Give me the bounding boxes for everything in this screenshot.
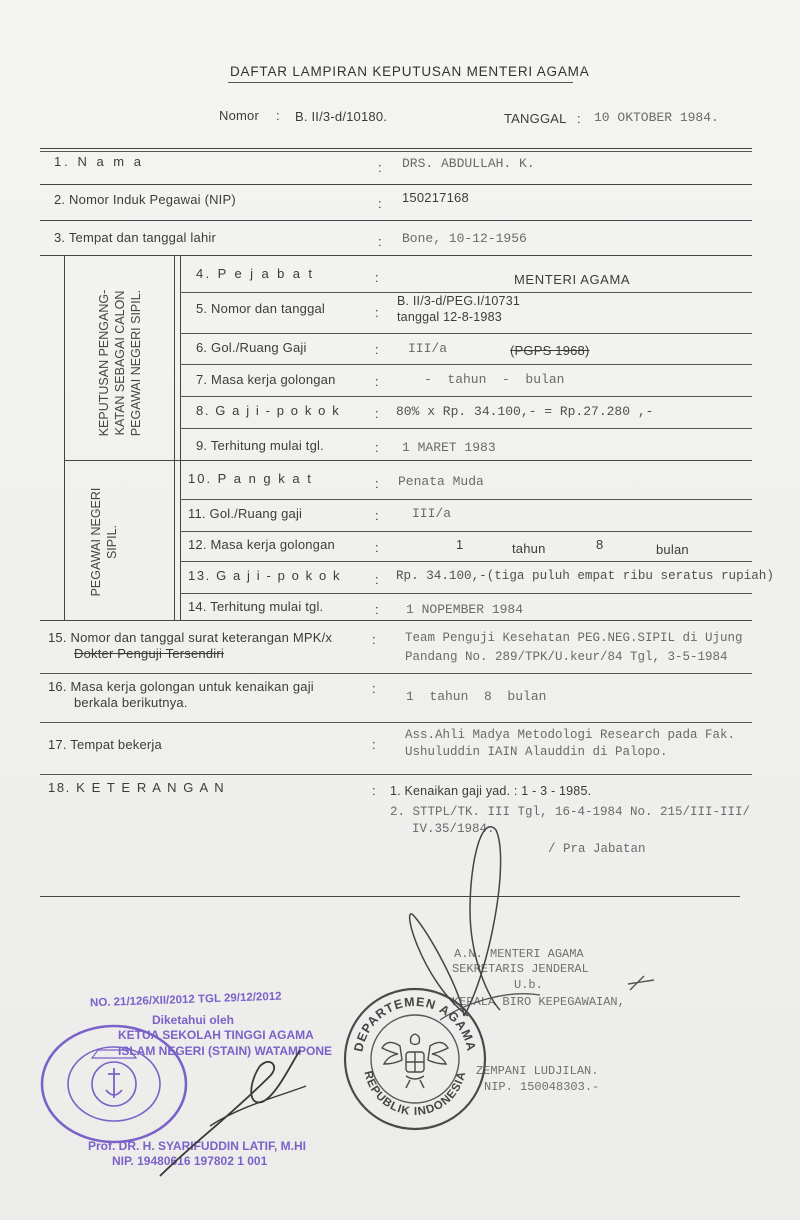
rule bbox=[180, 333, 752, 334]
signature-line-2: SEKRETARIS JENDERAL bbox=[452, 962, 589, 976]
keterangan-1: 1. Kenaikan gaji yad. : 1 - 3 - 1985. bbox=[390, 784, 592, 798]
field-label-nomor-tanggal: 5. Nomor dan tanggal bbox=[196, 301, 326, 316]
rule bbox=[40, 151, 752, 152]
colon: : bbox=[375, 406, 379, 421]
rule bbox=[40, 184, 752, 185]
legalization-nip: NIP. 19480616 197802 1 001 bbox=[112, 1154, 268, 1168]
colon: : bbox=[375, 602, 379, 617]
field-value-nomor: B. II/3-d/PEG.I/10731 bbox=[397, 294, 521, 308]
field-value-tempat-1: Ass.Ahli Madya Metodologi Research pada Fak. bbox=[405, 728, 736, 742]
rule bbox=[180, 292, 752, 293]
colon: : bbox=[375, 476, 379, 491]
colon: : bbox=[577, 111, 581, 126]
field-label-masa-kerja-pns: 12. Masa kerja golongan bbox=[188, 537, 335, 552]
colon: : bbox=[375, 305, 379, 320]
field-value-kenaikan: 1 tahun 8 bulan bbox=[406, 689, 547, 704]
nomor-label: Nomor bbox=[219, 108, 260, 123]
nomor-value: B. II/3-d/10180. bbox=[295, 109, 388, 124]
keterangan-2: 2. STTPL/TK. III Tgl, 16-4-1984 No. 215/III-III/ bbox=[390, 805, 751, 819]
section-border-left bbox=[64, 255, 65, 620]
field-value-tempat-2: Ushuluddin IAIN Alauddin di Palopo. bbox=[405, 745, 668, 759]
field-value-tahun-label: tahun bbox=[512, 541, 546, 556]
field-label-terhitung: 9. Terhitung mulai tgl. bbox=[196, 438, 324, 453]
colon: : bbox=[378, 234, 382, 249]
field-value-masa-kerja: - tahun - bulan bbox=[424, 372, 565, 387]
field-label-gaji-pokok-pns: 13. G a j i - p o k o k bbox=[188, 568, 342, 583]
rule bbox=[180, 561, 752, 562]
field-value-bulan: 8 bbox=[596, 537, 604, 552]
colon: : bbox=[375, 374, 379, 389]
rule bbox=[180, 364, 752, 365]
rule bbox=[180, 531, 752, 532]
field-label-masa-kerja: 7. Masa kerja golongan bbox=[196, 372, 336, 387]
anchor-icon bbox=[106, 1068, 122, 1098]
legalization-signature-scrawl bbox=[150, 1036, 320, 1186]
rule bbox=[180, 593, 752, 594]
field-value-pangkat: Penata Muda bbox=[398, 474, 484, 489]
field-value-terhitung: 1 MARET 1983 bbox=[402, 440, 496, 455]
field-value-surat-2: Pandang No. 289/TPK/U.keur/84 Tgl, 3-5-1984 bbox=[405, 650, 728, 664]
colon: : bbox=[375, 508, 379, 523]
section-title-line: KATAN SEBAGAI CALON bbox=[113, 290, 127, 436]
field-value-nip: 150217168 bbox=[402, 190, 469, 205]
rule bbox=[40, 722, 752, 723]
keterangan-3: IV.35/1984. bbox=[412, 822, 495, 836]
signature-scrawl bbox=[400, 820, 660, 1060]
signature-line-3: U.b. bbox=[514, 978, 543, 992]
field-label-gol-ruang: 6. Gol./Ruang Gaji bbox=[196, 340, 307, 355]
field-value-gol-ruang: III/a bbox=[408, 341, 448, 356]
field-label-pangkat: 10. P a n g k a t bbox=[188, 471, 313, 486]
field-label-kenaikan: 16. Masa kerja golongan untuk kenaikan gaji bbox=[48, 679, 314, 694]
colon: : bbox=[375, 440, 379, 455]
field-value-pejabat: MENTERI AGAMA bbox=[514, 272, 631, 287]
legalization-line-2: KETUA SEKOLAH TINGGI AGAMA bbox=[118, 1028, 314, 1042]
section-title-line: PEGAWAI NEGERI SIPIL. bbox=[129, 289, 143, 437]
rule bbox=[180, 499, 752, 500]
field-label-tempat-bekerja: 17. Tempat bekerja bbox=[48, 737, 162, 752]
rule bbox=[40, 255, 752, 256]
colon: : bbox=[378, 196, 382, 211]
seal-text-top: DEPARTEMEN AGAMA bbox=[351, 994, 479, 1053]
rule bbox=[180, 460, 752, 461]
colon: : bbox=[378, 160, 382, 175]
rule bbox=[180, 428, 752, 429]
field-value-nama: DRS. ABDULLAH. K. bbox=[402, 156, 535, 171]
field-label-gaji-pokok: 8. G a j i - p o k o k bbox=[196, 403, 341, 418]
signature-line-4: KEPALA BIRO KEPEGAWAIAN, bbox=[452, 995, 625, 1009]
field-value-surat-1: Team Penguji Kesehatan PEG.NEG.SIPIL di Ujung bbox=[405, 631, 743, 645]
field-value-gaji-pokok-pns: Rp. 34.100,-(tiga puluh empat ribu seratus rupiah) bbox=[396, 569, 774, 583]
colon: : bbox=[375, 572, 379, 587]
title-underline bbox=[228, 82, 573, 83]
legalization-line-1: Diketahui oleh bbox=[152, 1013, 235, 1027]
section-border-mid bbox=[174, 255, 175, 620]
section-title-pns bbox=[88, 462, 128, 622]
colon: : bbox=[375, 540, 379, 555]
colon: : bbox=[372, 632, 376, 647]
tanggal-value: 10 OKTOBER 1984. bbox=[594, 110, 719, 125]
field-label-keterangan: 18. K E T E R A N G A N bbox=[48, 780, 226, 795]
rule bbox=[180, 396, 752, 397]
seal-text-bottom: REPUBLIK INDONESIA bbox=[361, 1069, 469, 1119]
svg-text:REPUBLIK INDONESIA bbox=[362, 1070, 469, 1118]
colon: : bbox=[372, 681, 376, 696]
section-title-line: SIPIL. bbox=[105, 524, 119, 560]
colon: : bbox=[375, 342, 379, 357]
field-value-pgps: (PGPS 1968) bbox=[510, 343, 590, 358]
colon: : bbox=[372, 737, 376, 752]
field-value-terhitung-pns: 1 NOPEMBER 1984 bbox=[406, 602, 524, 617]
legalization-number: NO. 21/126/XII/2012 TGL 29/12/2012 bbox=[89, 990, 282, 1010]
rule bbox=[40, 774, 752, 775]
signatory-name: ZEMPANI LUDJILAN. bbox=[476, 1064, 599, 1078]
rule bbox=[40, 620, 752, 621]
field-label-nip: 2. Nomor Induk Pegawai (NIP) bbox=[54, 192, 236, 207]
field-label-berkala: berkala berikutnya. bbox=[74, 695, 188, 710]
legalization-line-3: ISLAM NEGERI (STAIN) WATAMPONE bbox=[118, 1044, 332, 1058]
field-value-tanggal: tanggal 12-8-1983 bbox=[397, 310, 502, 324]
field-value-gol-ruang-pns: III/a bbox=[412, 506, 452, 521]
tanggal-label: TANGGAL bbox=[504, 111, 567, 126]
field-label-pejabat: 4. P e j a b a t bbox=[196, 266, 315, 281]
keterangan-4: / Pra Jabatan bbox=[548, 842, 646, 856]
colon: : bbox=[372, 783, 376, 798]
field-value-bulan-label: bulan bbox=[656, 542, 689, 557]
section-title-line: PEGAWAI NEGERI bbox=[89, 487, 103, 597]
rule bbox=[40, 148, 752, 149]
document-title: DAFTAR LAMPIRAN KEPUTUSAN MENTERI AGAMA bbox=[230, 64, 590, 79]
section-border-mid2 bbox=[180, 255, 181, 620]
field-label-terhitung-pns: 14. Terhitung mulai tgl. bbox=[188, 599, 324, 614]
colon: : bbox=[375, 270, 379, 285]
section-title-line: KEPUTUSAN PENGANG- bbox=[97, 289, 111, 437]
signature-line-1: A.N. MENTERI AGAMA bbox=[454, 947, 584, 961]
rule bbox=[40, 673, 752, 674]
field-label-dokter-penguji: Dokter Penguji Tersendiri bbox=[74, 646, 224, 661]
field-value-gaji-pokok: 80% x Rp. 34.100,- = Rp.27.280 ,- bbox=[396, 404, 654, 419]
field-value-tahun: 1 bbox=[456, 537, 464, 552]
section-title-calon bbox=[96, 238, 146, 488]
field-label-tempat-lahir: 3. Tempat dan tanggal lahir bbox=[54, 230, 216, 245]
legalization-name: Prof. DR. H. SYARIFUDDIN LATIF, M.HI bbox=[88, 1139, 307, 1153]
field-label-nama: 1. N a m a bbox=[54, 154, 144, 169]
signatory-nip: NIP. 150048303.- bbox=[484, 1080, 600, 1094]
field-label-surat-keterangan: 15. Nomor dan tanggal surat keterangan MPK/x bbox=[48, 630, 333, 645]
rule bbox=[40, 220, 752, 221]
colon: : bbox=[276, 108, 280, 123]
field-label-gol-ruang-pns: 11. Gol./Ruang gaji bbox=[188, 506, 303, 521]
field-value-tempat-lahir: Bone, 10-12-1956 bbox=[402, 231, 527, 246]
